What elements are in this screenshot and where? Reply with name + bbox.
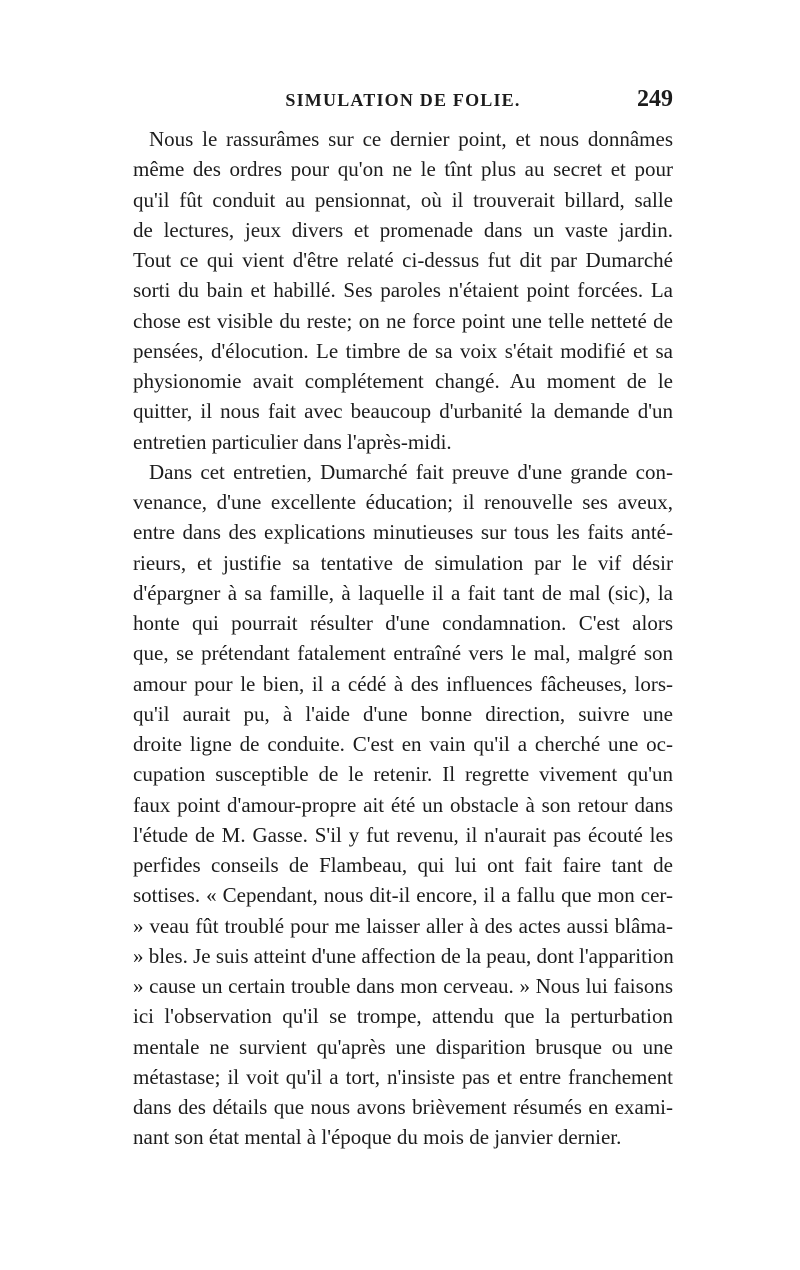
text-line: Tout ce qui vient d'être relaté ci-dessus fut dit par Dumarché <box>133 248 673 272</box>
text-line: qu'il aurait pu, à l'aide d'une bonne direction, suivre une <box>133 701 673 726</box>
text-line: entre dans des explications minutieuses sur tous les faits anté- <box>133 520 673 545</box>
text-line: » cause un certain trouble dans mon cerveau. » Nous lui faisons <box>133 974 673 998</box>
text-line: dans des détails que nous avons brièvement résumés en exami- <box>133 1095 673 1119</box>
text-line: même des ordres pour qu'on ne le tînt plus au secret et pour <box>133 157 673 182</box>
running-title: SIMULATION DE FOLIE. <box>285 90 521 110</box>
text-line: sorti du bain et habillé. Ses paroles n'étaient point forcées. La <box>133 278 673 303</box>
text-line: pensées, d'élocution. Le timbre de sa voix s'était modifié et sa <box>133 338 673 363</box>
text-line: cupation susceptible de le retenir. Il regrette vivement qu'un <box>133 762 673 787</box>
text-line: honte qui pourrait résulter d'une condamnation. C'est alors <box>133 611 673 635</box>
text-line: quitter, il nous fait avec beaucoup d'urbanité la demande d'un <box>133 399 673 424</box>
text-line: Dans cet entretien, Dumarché fait preuve d'une grande con- <box>149 459 673 484</box>
text-line: perfides conseils de Flambeau, qui lui ont fait faire tant de <box>133 853 673 877</box>
text-line: d'épargner à sa famille, à laquelle il a fait tant de mal (sic), la <box>133 580 673 605</box>
paragraph-1 <box>133 124 673 457</box>
text-line: physionomie avait complétement changé. Au moment de le <box>133 369 673 393</box>
body-text <box>133 124 673 1153</box>
text-line: faux point d'amour-propre ait été un obstacle à son retour dans <box>133 792 673 817</box>
text-line: métastase; il voit qu'il a tort, n'insiste pas et entre franchement <box>133 1064 673 1089</box>
text-line: chose est visible du reste; on ne force point une telle netteté de <box>133 308 673 333</box>
text-line: droite ligne de conduite. C'est en vain qu'il a cherché une oc- <box>133 732 673 756</box>
text-line: l'étude de M. Gasse. S'il y fut revenu, il n'aurait pas écouté les <box>133 822 673 847</box>
text-line: entretien particulier dans l'après-midi. <box>133 429 452 454</box>
text-line: Nous le rassurâmes sur ce dernier point, et nous donnâmes <box>149 127 673 151</box>
text-line: nant son état mental à l'époque du mois de janvier dernier. <box>133 1125 622 1150</box>
paragraph-2 <box>133 457 673 1153</box>
text-line: de lectures, jeux divers et promenade dans un vaste jardin. <box>133 217 673 242</box>
text-line: ici l'observation qu'il se trompe, attendu que la perturbation <box>133 1004 673 1029</box>
text-line: » bles. Je suis atteint d'une affection de la peau, dont l'apparition <box>133 943 674 968</box>
text-line: sottises. « Cependant, nous dit-il encore, il a fallu que mon cer- <box>133 883 673 908</box>
text-line: qu'il fût conduit au pensionnat, où il trouverait billard, salle <box>133 187 673 212</box>
page-number: 249 <box>637 86 673 112</box>
text-line: que, se prétendant fatalement entraîné vers le mal, malgré son <box>133 641 673 666</box>
text-line: venance, d'une excellente éducation; il renouvelle ses aveux, <box>133 490 673 514</box>
text-line: » veau fût troublé pour me laisser aller à des actes aussi blâma- <box>133 913 673 938</box>
text-line: rieurs, et justifie sa tentative de simulation par le vif désir <box>133 550 673 575</box>
text-line: amour pour le bien, il a cédé à des influences fâcheuses, lors- <box>133 671 673 696</box>
running-head <box>133 86 673 120</box>
text-line: mentale ne survient qu'après une disparition brusque ou une <box>133 1034 673 1059</box>
